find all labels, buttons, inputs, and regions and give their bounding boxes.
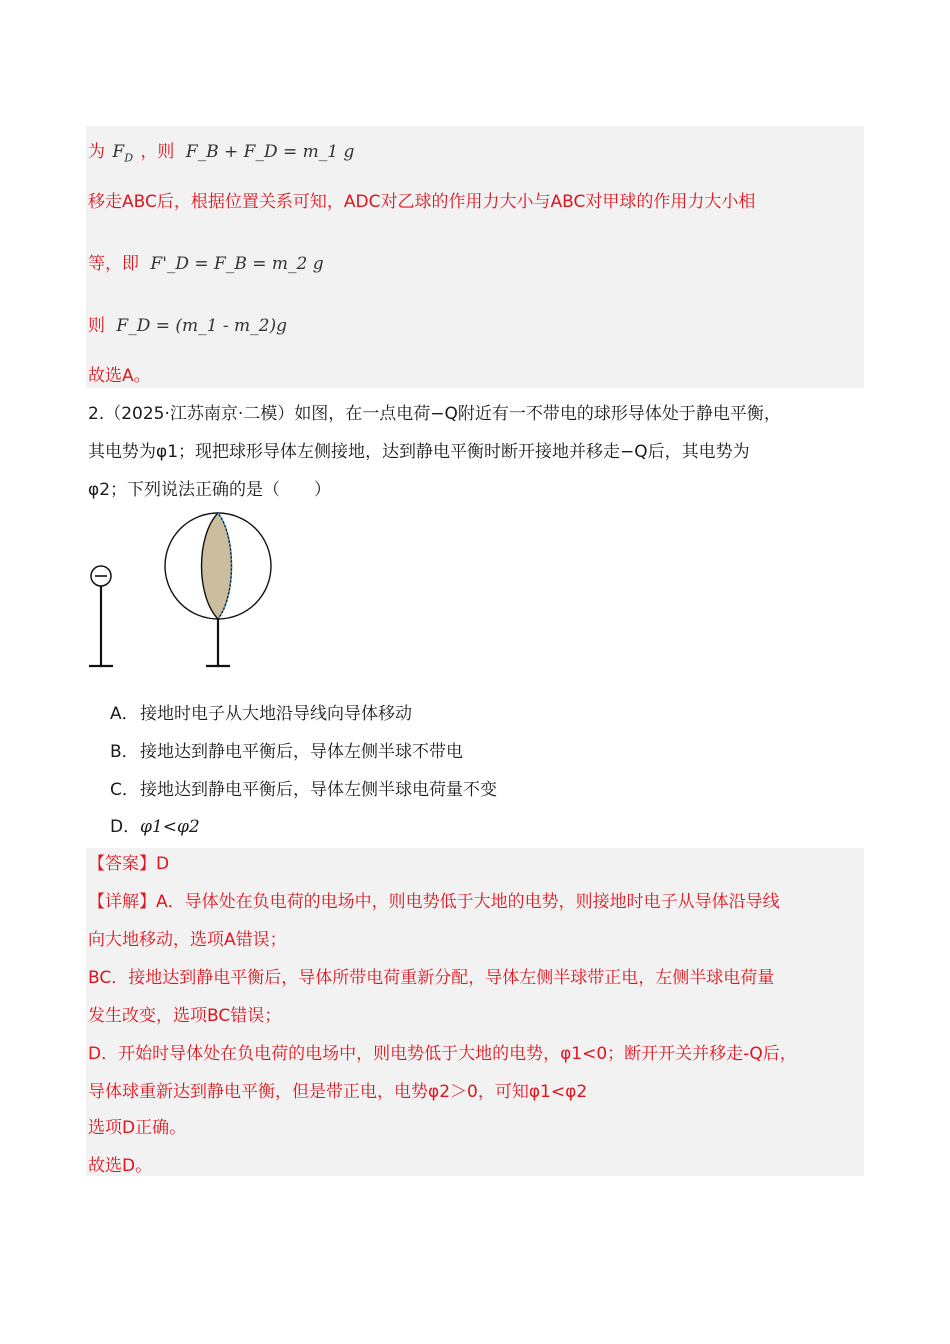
answer-line: 【答案】D (88, 854, 170, 874)
question-line-2: 其电势为φ1；现把球形导体左侧接地，达到静电平衡时断开接地并移走−Q后，其电势为 (88, 442, 750, 462)
figure-charge-sphere (86, 508, 286, 678)
detail-line-4: 发生改变，选项BC错误； (88, 1006, 282, 1026)
option-c: C．接地达到静电平衡后，导体左侧半球电荷量不变 (110, 780, 497, 800)
solution-line-1: 为 $F_D$ ，则 F_B + F_D = m_1 g (88, 142, 355, 165)
option-d: D．φ1<φ2 (110, 817, 200, 837)
question-line-3: φ2；下列说法正确的是（ ） (88, 480, 332, 500)
question-line-1: 2.（2025·江苏南京·二模）如图，在一点电荷−Q附近有一不带电的球形导体处于静电平衡， (88, 404, 781, 424)
solution-line-4: 则 F_D = (m_1 - m_2)g (88, 316, 287, 336)
solution-line-3: 等，即 F'_D = F_B = m_2 g (88, 254, 324, 274)
detail-line-1: 【详解】A．导体处在负电荷的电场中，则电势低于大地的电势，则接地时电子从导体沿导线 (88, 892, 780, 912)
formula-fd: $F_D$ (112, 142, 134, 165)
point-charge-stand (89, 566, 113, 666)
formula-eq3: F_D = (m_1 - m_2)g (116, 316, 287, 336)
detail-line-6: 导体球重新达到静电平衡，但是带正电，电势φ2＞0，可知φ1<φ2 (88, 1082, 588, 1102)
detail-line-8: 故选D。 (88, 1156, 153, 1176)
detail-line-2: 向大地移动，选项A错误； (88, 930, 287, 950)
formula-eq2: F'_D = F_B = m_2 g (150, 254, 324, 274)
sphere-conductor (165, 513, 271, 666)
detail-tag: 【详解】 (88, 892, 156, 912)
option-a: A．接地时电子从大地沿导线向导体移动 (110, 704, 412, 724)
question-number: 2. (88, 404, 105, 424)
formula-eq1: F_B + F_D = m_1 g (185, 142, 355, 162)
question-source: （2025·江苏南京·二模） (104, 404, 295, 424)
detail-line-7: 选项D正确。 (88, 1118, 187, 1138)
option-b: B．接地达到静电平衡后，导体左侧半球不带电 (110, 742, 463, 762)
solution-line-2: 移走ABC后，根据位置关系可知，ADC对乙球的作用力大小与ABC对甲球的作用力大小相 (88, 192, 756, 212)
solution-line-5: 故选A。 (88, 366, 151, 386)
detail-line-3: BC．接地达到静电平衡后，导体所带电荷重新分配，导体左侧半球带正电，左侧半球电荷量 (88, 968, 775, 988)
detail-line-5: D．开始时导体处在负电荷的电场中，则电势低于大地的电势，φ1<0；断开开关并移走-Q后， (88, 1044, 797, 1064)
